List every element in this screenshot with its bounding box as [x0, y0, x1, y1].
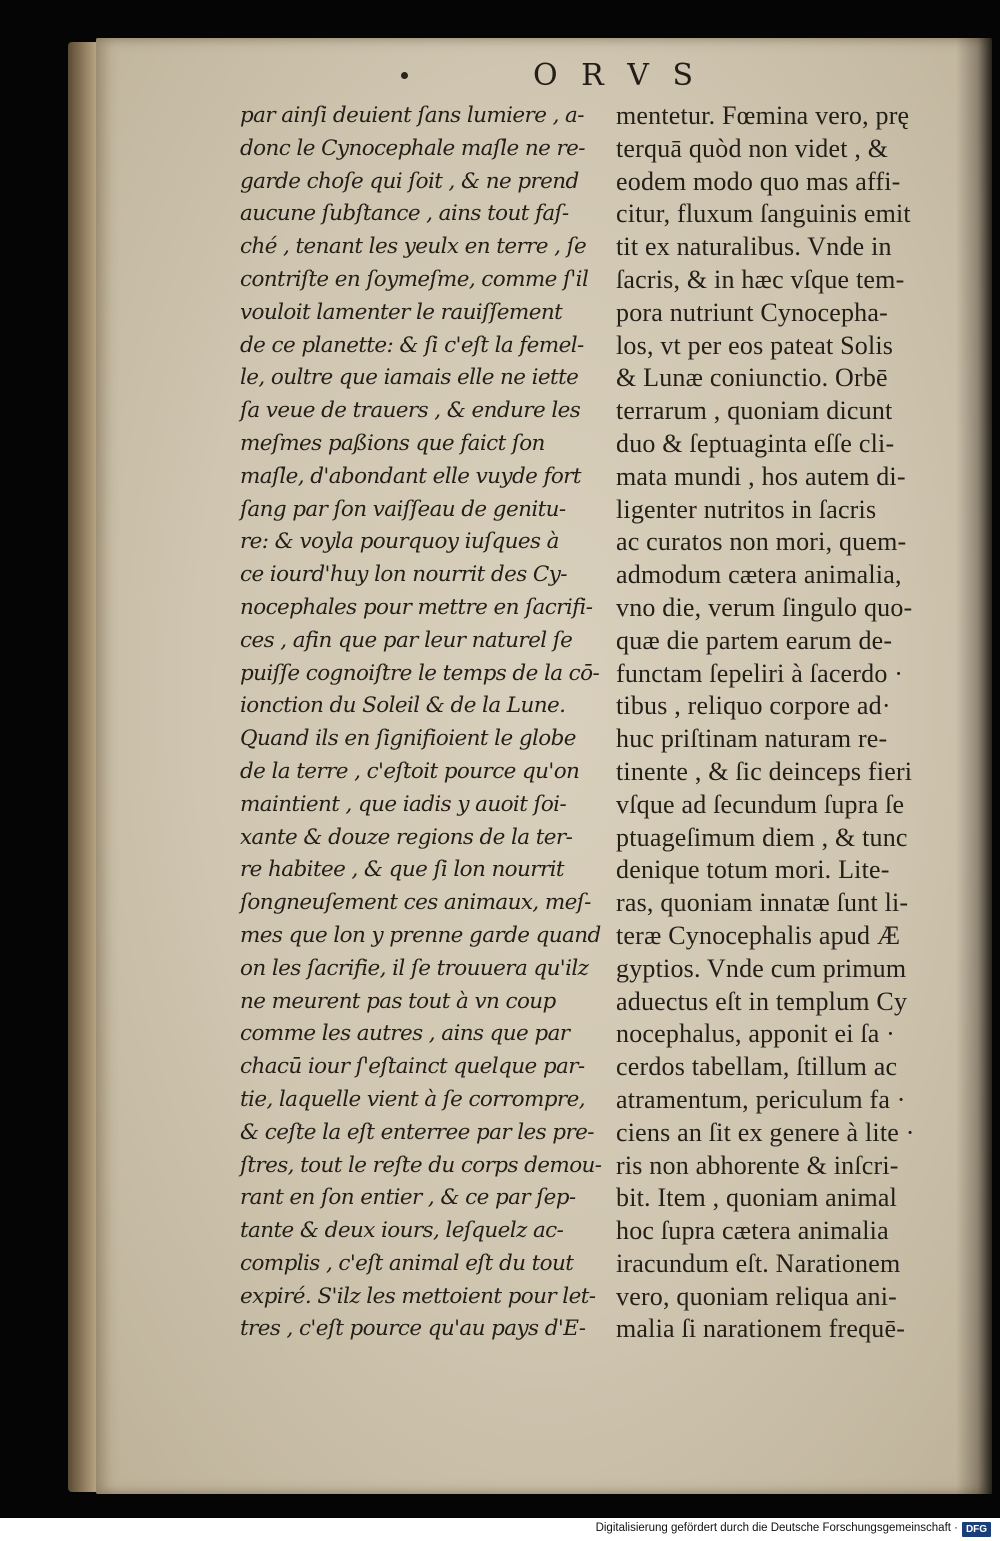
right-text-line: duo & ſeptuaginta eſſe cli- [616, 428, 895, 458]
left-text-line: de la terre , c'eſtoit pource qu'on [240, 758, 580, 784]
right-text-line: eodem modo quo mas affi- [616, 166, 901, 196]
right-column-latin-text [616, 100, 986, 1346]
right-text-line: pora nutriunt Cynocepha- [616, 297, 888, 327]
left-text-line: par ainſi deuient ſans lumiere , a- [240, 103, 584, 128]
right-text-line: ris non abhorente & inſcri- [616, 1150, 899, 1180]
left-text-line: ché , tenant les yeulx en terre , ſe [240, 234, 587, 260]
right-text-line: terrarum , quoniam dicunt [616, 396, 893, 426]
right-text-line: mata mundi , hos autem di- [616, 461, 906, 491]
left-text-line: comme les autres , ains que par [240, 1021, 570, 1047]
left-text-line: vouloit lamenter le rauiſſement [240, 299, 563, 325]
right-text-line: ac curatos non mori, quem- [616, 527, 907, 557]
left-text-line: mes que lon y prenne garde quand [240, 922, 601, 948]
left-text-line: meſmes paßions que faict ſon [240, 430, 545, 456]
right-text-line: tinente , & ſic deinceps fieri [616, 756, 913, 786]
left-text-line: rant en ſon entier , & ce par ſep- [240, 1185, 576, 1211]
left-text-line: maintient , que iadis y auoit ſoi- [240, 791, 567, 817]
left-text-line: tres , c'eſt pource qu'au pays d'E- [240, 1316, 586, 1342]
right-text-line: ligenter nutritos in ſacris [616, 494, 877, 524]
left-text-line: contriſte en ſoymeſme, comme ſ'il [240, 266, 589, 292]
right-text-line: huc priſtinam naturam re- [616, 724, 888, 754]
right-text-line: bit. Item , quoniam animal [616, 1183, 898, 1213]
left-text-line: on les ſacrifie, il ſe trouuera qu'ilz [240, 955, 589, 981]
left-text-line: tante & deux iours, leſquelz ac- [240, 1218, 564, 1244]
right-text-line: quæ die partem earum de- [616, 625, 893, 655]
left-column-french-text [240, 100, 604, 1346]
right-text-line: nocephalus, apponit ei ſa · [616, 1019, 896, 1049]
right-text-line: ciens an ſit ex genere à lite · [616, 1117, 915, 1147]
right-text-line: ſacris, & in hæc vſque tem- [616, 264, 905, 294]
running-head: O R V S [533, 58, 701, 93]
left-text-line: ſang par ſon vaiſſeau de genitu- [240, 496, 566, 522]
left-text-line: garde choſe qui ſoit , & ne prend [240, 168, 579, 194]
right-text-line: malia ſi narationem frequē- [616, 1314, 906, 1344]
left-text-line: donc le Cynocephale maſle ne re- [240, 135, 585, 161]
right-text-line: iracundum eſt. Narationem [616, 1248, 901, 1278]
right-text-line: atramentum, periculum fa · [616, 1084, 906, 1114]
left-text-line: re habitee , & que ſi lon nourrit [240, 857, 564, 883]
left-text-line: nocephales pour mettre en ſacrifi- [240, 594, 593, 620]
left-text-line: ce iourd'huy lon nourrit des Cy- [240, 562, 567, 588]
dfg-logo: DFG [962, 1522, 991, 1537]
left-text-line: Quand ils en ſignifioient le globe [240, 726, 576, 752]
left-text-line: & ceſte la eſt enterree par les pre- [240, 1119, 594, 1145]
left-text-line: ſtres, tout le reſte du corps demou- [240, 1152, 602, 1178]
left-text-line: complis , c'eſt animal eſt du tout [240, 1250, 574, 1276]
left-text-line: ſongneuſement ces animaux, meſ- [240, 890, 591, 916]
right-text-line: & Lunæ coniunctio. Orbē [616, 363, 888, 393]
right-text-line: functam ſepeliri à ſacerdo · [616, 658, 904, 688]
left-text-line: de ce planette: & ſi c'eſt la femel- [240, 332, 584, 358]
right-text-line: cerdos tabellam, ſtillum ac [616, 1052, 898, 1082]
header-ornament-dot [401, 72, 408, 79]
right-text-line: admodum cætera animalia, [616, 560, 902, 590]
right-text-line: los, vt per eos pateat Solis [616, 330, 894, 360]
right-text-line: mentetur. Fœmina vero, prę [616, 101, 910, 130]
left-text-line: expiré. S'ilz les mettoient pour let- [240, 1283, 596, 1309]
right-text-line: citur, fluxum ſanguinis emit [616, 199, 911, 229]
right-text-line: vero, quoniam reliqua ani- [616, 1281, 897, 1311]
right-text-line: vſque ad ſecundum ſupra ſe [616, 789, 905, 819]
right-text-line: gyptios. Vnde cum primum [616, 953, 907, 983]
left-text-line: maſle, d'abondant elle vuyde fort [240, 463, 581, 489]
right-text-line: hoc ſupra cætera animalia [616, 1216, 889, 1246]
right-text-line: denique totum mori. Lite- [616, 855, 890, 885]
left-text-line: ces , afin que par leur naturel ſe [240, 627, 573, 653]
right-text-line: teræ Cynocephalis apud Æ [616, 920, 901, 950]
left-text-line: xante & douze regions de la ter- [240, 824, 573, 850]
left-text-line: tie, laquelle vient à ſe corrompre, [240, 1086, 585, 1112]
left-text-line: ionction du Soleil & de la Lune. [240, 693, 566, 719]
right-text-line: vno die, verum ſingulo quo- [616, 592, 913, 622]
left-text-line: re: & voyla pourquoy iuſques à [240, 529, 559, 555]
right-text-line: aduectus eſt in templum Cy [616, 986, 908, 1016]
funding-credit: Digitalisierung gefördert durch die Deutsche Forschungsgemeinschaft · [595, 1522, 958, 1534]
right-text-line: terquā quòd non videt , & [616, 133, 889, 163]
right-text-line: ras, quoniam innatæ ſunt li- [616, 888, 909, 918]
left-text-line: aucune ſubſtance , ains tout faſ- [240, 201, 569, 227]
left-text-line: puiſſe cognoiſtre le temps de la cō- [240, 660, 600, 686]
left-text-line: ſa veue de trauers , & endure les [240, 398, 581, 424]
right-text-line: ptuageſimum diem , & tunc [616, 822, 908, 852]
right-text-line: tit ex naturalibus. Vnde in [616, 232, 892, 262]
left-text-line: ne meurent pas tout à vn coup [240, 988, 556, 1014]
footer-bar [0, 1518, 1000, 1541]
right-text-line: tibus , reliquo corpore ad· [616, 691, 891, 721]
left-text-line: chacū iour ſ'eſtainct quelque par- [240, 1054, 585, 1080]
left-text-line: le, oultre que iamais elle ne iette [240, 365, 579, 391]
